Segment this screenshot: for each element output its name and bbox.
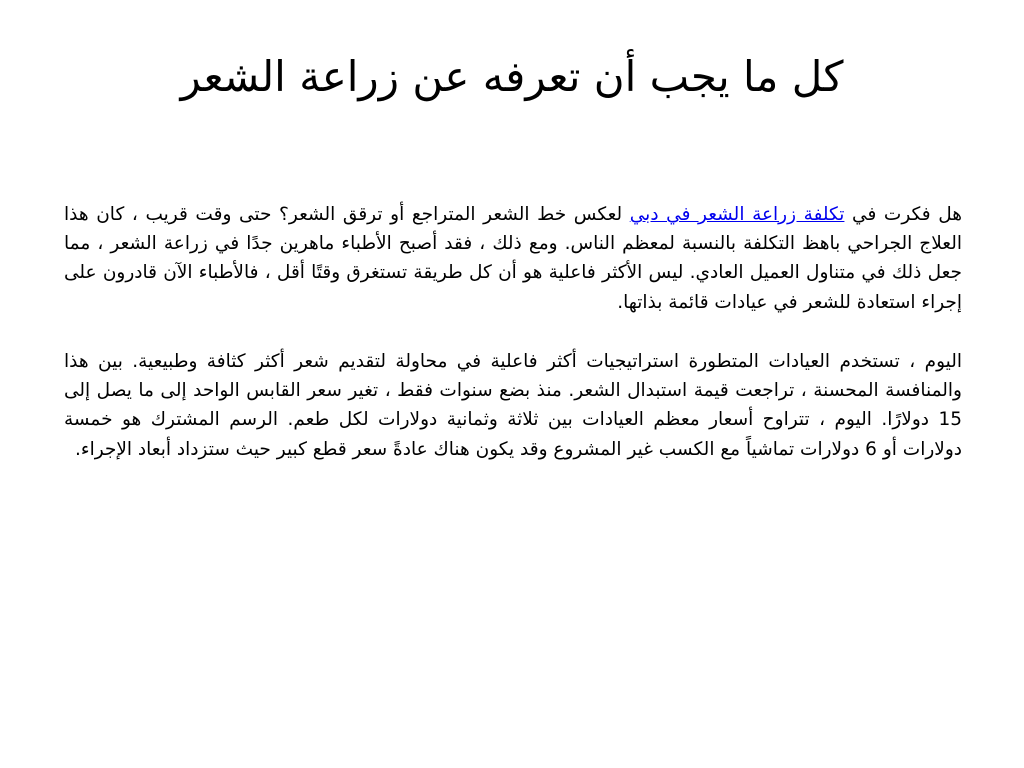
paragraph-1-intro: هل فكرت في [844, 204, 962, 225]
hair-transplant-cost-link[interactable]: تكلفة زراعة الشعر في دبي [629, 204, 845, 225]
paragraph-1-text: لعكس خط الشعر المتراجع أو ترقق الشعر؟ حتى وقت قريب ، كان هذا العلاج الجراحي باهظ التكلفة بالنسبة لمعظم الناس. ومع ذلك ، فقد أصبح الأطباء ماهرين جدًا في زراعة الشعر ، مما جعل ذلك في متناول العميل العادي. ليس الأكثر فاعلية هو أن كل طريقة تستغرق وقتًا أقل ، فالأطباء الآن قادرون على إجراء استعادة للشعر في عيادات قائمة بذاتها. [64, 204, 962, 313]
paragraph-1 [64, 200, 962, 317]
slide-body [64, 200, 962, 494]
paragraph-2: اليوم ، تستخدم العيادات المتطورة استراتيجيات أكثر فاعلية في محاولة لتقديم شعر أكثر كثافة وطبيعية. بين هذا والمنافسة المحسنة ، تراجعت قيمة استبدال الشعر. منذ بضع سنوات فقط ، تغير سعر القابس الواحد إلى ما يصل إلى 15 دولارًا. اليوم ، تتراوح أسعار معظم العيادات بين ثلاثة وثمانية دولارات لكل طعم. الرسم المشترك هو خمسة دولارات أو 6 دولارات تماشياً مع الكسب غير المشروع وقد يكون هناك عادةً سعر قطع كبير حيث ستزداد أبعاد الإجراء. [64, 350, 962, 460]
page-title: كل ما يجب أن تعرفه عن زراعة الشعر [180, 52, 844, 101]
